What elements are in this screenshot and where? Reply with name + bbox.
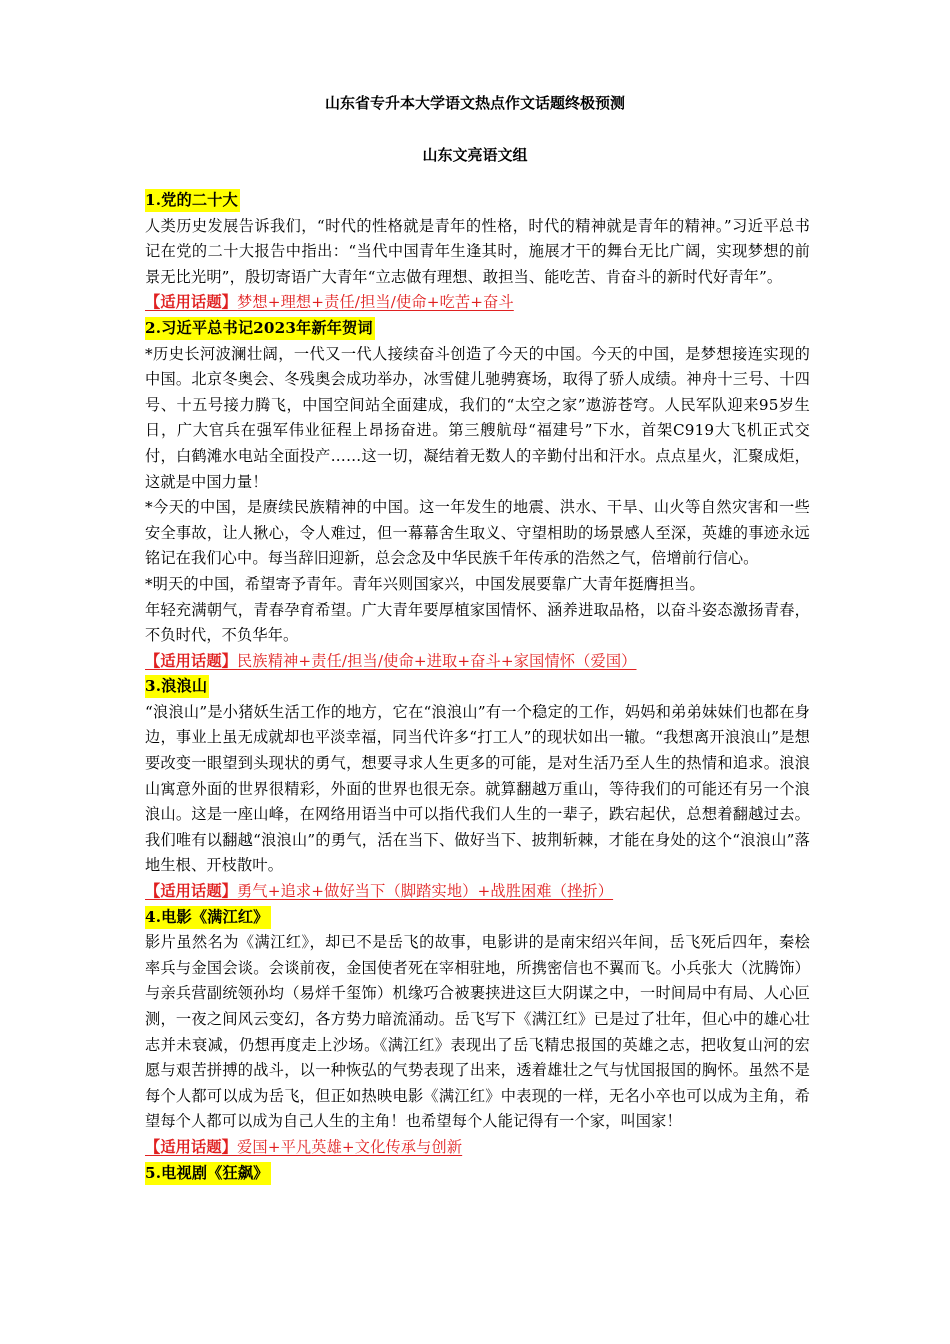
applicable-topics xyxy=(145,1135,810,1161)
applicable-topics xyxy=(145,879,810,905)
paragraph: “浪浪山”是小猪妖生活工作的地方，它在“浪浪山”有一个稳定的工作，妈妈和弟弟妹妹们也都在身边，事业上虽无成就却也平淡幸福，同当代许多“打工人”的现状如出一辙。“我想离开浪浪山”是想要改变一眼望到头现状的勇气，想要寻求人生更多的可能，是对生活乃至人生的热情和追求。浪浪山寓意外面的世界很精彩，外面的世界也很无奈。就算翻越万重山，等待我们的可能还有另一个浪浪山。这是一座山峰，在网络用语当中可以指代我们人生的一辈子，跌宕起伏，总想着翻越过去。我们唯有以翻越“浪浪山”的勇气，活在当下、做好当下、披荆斩棘，才能在身处的这个“浪浪山”落地生根、开枝散叶。 xyxy=(145,702,810,875)
section-heading: 2.习近平总书记2023年新年贺词 xyxy=(145,317,375,340)
section-4 xyxy=(145,905,810,1161)
section-5 xyxy=(145,1161,810,1187)
topic-label: 【适用话题】 xyxy=(145,1137,238,1156)
section-heading: 5.电视剧《狂飙》 xyxy=(145,1162,271,1185)
topic-label: 【适用话题】 xyxy=(145,651,238,670)
applicable-topics xyxy=(145,649,810,675)
paragraph: 人类历史发展告诉我们，“时代的性格就是青年的性格，时代的精神就是青年的精神。”习近平总书记在党的二十大报告中指出：“当代中国青年生逢其时，施展才干的舞台无比广阔，实现梦想的前景无比光明”，殷切寄语广大青年“立志做有理想、敢担当、能吃苦、肯奋斗的新时代好青年”。 xyxy=(145,216,810,286)
section-3 xyxy=(145,674,810,904)
paragraph: *今天的中国，是赓续民族精神的中国。这一年发生的地震、洪水、干旱、山火等自然灾害和一些安全事故，让人揪心，令人难过，但一幕幕舍生取义、守望相助的场景感人至深，英雄的事迹永远铭记在我们心中。每当辞旧迎新，总会念及中华民族千年传承的浩然之气，倍增前行信心。 xyxy=(145,498,810,568)
paragraph: *明天的中国，希望寄予青年。青年兴则国家兴，中国发展要靠广大青年挺膺担当。 xyxy=(145,574,705,593)
paragraph: 影片虽然名为《满江红》，却已不是岳飞的故事，电影讲的是南宋绍兴年间，岳飞死后四年，秦桧率兵与金国会谈。会谈前夜，金国使者死在宰相驻地，所携密信也不翼而飞。小兵张大（沈腾饰）与亲兵营副统领孙均（易烊千玺饰）机缘巧合被裹挟进这巨大阴谋之中，一时间局中有局、人心叵测，一夜之间风云变幻，各方势力暗流涌动。岳飞写下《满江红》已是过了壮年，但心中的雄心壮志并未衰减，仍想再度走上沙场。《满江红》表现出了岳飞精忠报国的英雄之志，把收复山河的宏愿与艰苦拼搏的战斗，以一种恢弘的气势表现了出来，透着雄壮之气与忧国报国的胸怀。虽然不是每个人都可以成为岳飞，但正如热映电影《满江红》中表现的一样，无名小卒也可以成为主角，希望每个人都可以成为自己人生的主角！也希望每个人能记得有一个家，叫国家！ xyxy=(145,933,810,1131)
paragraph: 年轻充满朝气，青春孕育希望。广大青年要厚植家国情怀、涵养进取品格，以奋斗姿态激扬青春，不负时代，不负华年。 xyxy=(145,600,810,645)
topic-text: 爱国+平凡英雄+文化传承与创新 xyxy=(237,1137,463,1156)
topic-text: 梦想+理想+责任/担当/使命+吃苦+奋斗 xyxy=(237,293,514,312)
topic-label: 【适用话题】 xyxy=(145,882,238,901)
topic-label: 【适用话题】 xyxy=(145,293,238,312)
topic-text: 勇气+追求+做好当下（脚踏实地）+战胜困难（挫折） xyxy=(237,882,614,901)
section-heading: 3.浪浪山 xyxy=(145,675,209,698)
document-title: 山东省专升本大学语文热点作文话题终极预测 xyxy=(324,94,625,112)
section-heading: 1.党的二十大 xyxy=(145,189,240,212)
section-1 xyxy=(145,188,810,316)
topic-text: 民族精神+责任/担当/使命+进取+奋斗+家国情怀（爱国） xyxy=(237,651,637,670)
document-author: 山东文亮语文组 xyxy=(422,146,528,164)
paragraph: *历史长河波澜壮阔，一代又一代人接续奋斗创造了今天的中国。今天的中国，是梦想接连实现的中国。北京冬奥会、冬残奥会成功举办，冰雪健儿驰骋赛场，取得了骄人成绩。神舟十三号、十四号、十五号接力腾飞，中国空间站全面建成，我们的“太空之家”遨游苍穹。人民军队迎来95岁生日，广大官兵在强军伟业征程上昂扬奋进。第三艘航母“福建号”下水，首架C919大飞机正式交付，白鹤滩水电站全面投产……这一切，凝结着无数人的辛勤付出和汗水。点点星火，汇聚成炬，这就是中国力量！ xyxy=(145,344,810,491)
section-heading: 4.电影《满江红》 xyxy=(145,906,271,929)
section-2 xyxy=(145,316,810,674)
applicable-topics xyxy=(145,290,810,316)
document-body xyxy=(145,188,810,1186)
